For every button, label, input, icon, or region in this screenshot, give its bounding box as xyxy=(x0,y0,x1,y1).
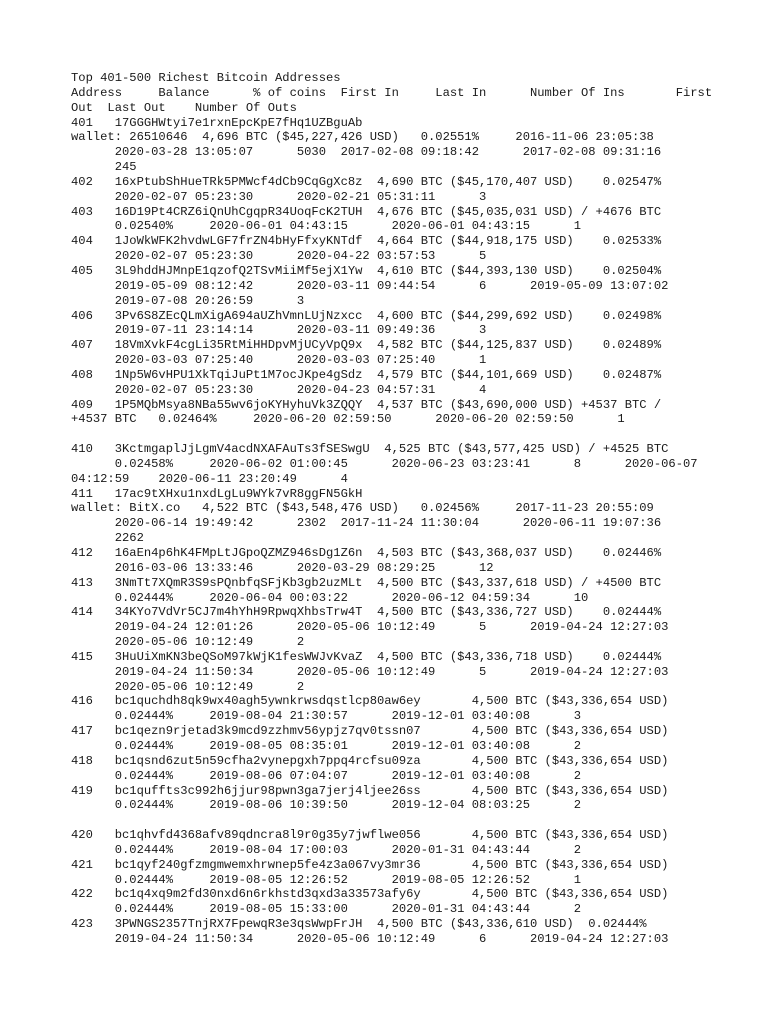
address-record-line: 0.02458% 2020-06-02 01:00:45 2020-06-23 03:23:41 8 2020-06-07 xyxy=(71,456,698,471)
address-record-line: 2020-02-07 05:23:30 2020-02-21 05:31:11 3 xyxy=(71,189,487,204)
address-record-line: 2019-04-24 12:01:26 2020-05-06 10:12:49 5 2019-04-24 12:27:03 xyxy=(71,620,669,635)
address-record-line: 2020-05-06 10:12:49 2 xyxy=(71,679,305,694)
address-record-line: 419 bc1quffts3c992h6jjur98pwn3ga7jerj4ljee26ss 4,500 BTC ($43,336,654 USD) xyxy=(71,783,669,798)
address-record-line: 2020-05-06 10:12:49 2 xyxy=(71,635,305,650)
address-record-line: 407 18VmXvkF4cgLi35RtMiHHDpvMjUCyVpQ9x 4,582 BTC ($44,125,837 USD) 0.02489% xyxy=(71,338,662,353)
address-record-line: 0.02444% 2019-08-04 21:30:57 2019-12-01 03:40:08 3 xyxy=(71,709,581,724)
address-record-line: 2019-05-09 08:12:42 2020-03-11 09:44:54 6 2019-05-09 13:07:02 xyxy=(71,278,669,293)
address-record-line: 0.02444% 2019-08-05 08:35:01 2019-12-01 03:40:08 2 xyxy=(71,738,581,753)
address-record-line: 0.02444% 2019-08-06 10:39:50 2019-12-04 08:03:25 2 xyxy=(71,798,581,813)
address-record-line: 413 3NmTt7XQmR3S9sPQnbfqSFjKb3gb2uzMLt 4,500 BTC ($43,337,618 USD) / +4500 BTC xyxy=(71,575,662,590)
address-record-line: 405 3L9hddHJMnpE1qzofQ2TSvMiiMf5ejX1Yw 4,610 BTC ($44,393,130 USD) 0.02504% xyxy=(71,263,662,278)
address-record-line: 0.02444% 2019-08-05 12:26:52 2019-08-05 12:26:52 1 xyxy=(71,872,581,887)
document-title: Top 401-500 Richest Bitcoin Addresses xyxy=(71,71,341,85)
address-record-line: 2020-06-14 19:49:42 2302 2017-11-24 11:30:04 2020-06-11 19:07:36 xyxy=(71,516,662,531)
address-record-line: 404 1JoWkWFK2hvdwLGF7frZN4bHyFfxyKNTdf 4,664 BTC ($44,918,175 USD) 0.02533% xyxy=(71,234,662,249)
document-body xyxy=(71,71,731,947)
address-record-line: 0.02444% 2019-08-04 17:00:03 2020-01-31 04:43:44 2 xyxy=(71,842,581,857)
address-record-line: 403 16D19Pt4CRZ6iQnUhCgqpR34UoqFcK2TUH 4,676 BTC ($45,035,031 USD) / +4676 BTC xyxy=(71,204,662,219)
address-record-line: 2019-04-24 11:50:34 2020-05-06 10:12:49 6 2019-04-24 12:27:03 xyxy=(71,931,669,946)
address-record-line: 411 17ac9tXHxu1nxdLgLu9WYk7vR8ggFN5GkH xyxy=(71,486,363,501)
address-record-line: 414 34KYo7VdVr5CJ7m4hYhH9RpwqXhbsTrw4T 4,500 BTC ($43,336,727 USD) 0.02444% xyxy=(71,605,662,620)
address-record-line: 2019-07-11 23:14:14 2020-03-11 09:49:36 3 xyxy=(71,323,487,338)
address-record-line: 2020-03-03 07:25:40 2020-03-03 07:25:40 1 xyxy=(71,353,487,368)
address-record-line: 406 3Pv6S8ZEcQLmXigA694aUZhVmnLUjNzxcc 4,600 BTC ($44,299,692 USD) 0.02498% xyxy=(71,308,662,323)
blank-line xyxy=(71,813,731,828)
address-record-line: 2262 xyxy=(71,531,144,546)
address-record-line: 0.02444% 2019-08-05 15:33:00 2020-01-31 04:43:44 2 xyxy=(71,902,581,917)
address-record-line: 420 bc1qhvfd4368afv89qdncra8l9r0g35y7jwflwe056 4,500 BTC ($43,336,654 USD) xyxy=(71,828,669,843)
address-record-line: 2020-02-07 05:23:30 2020-04-23 04:57:31 4 xyxy=(71,382,487,397)
address-record-line: 0.02540% 2020-06-01 04:43:15 2020-06-01 04:43:15 1 xyxy=(71,219,581,234)
address-record-line: 412 16aEn4p6hK4FMpLtJGpoQZMZ946sDg1Z6n 4,503 BTC ($43,368,037 USD) 0.02446% xyxy=(71,546,662,560)
address-record-line: 0.02444% 2019-08-06 07:04:07 2019-12-01 03:40:08 2 xyxy=(71,768,581,783)
address-record-line: 415 3HuUiXmKN3beQSoM97kWjK1fesWWJvKvaZ 4,500 BTC ($43,336,718 USD) 0.02444% xyxy=(71,649,662,664)
address-record-line: 409 1P5MQbMsya8NBa55wv6joKYHyhuVk3ZQQY 4,537 BTC ($43,690,000 USD) +4537 BTC / xyxy=(71,397,662,412)
address-record-line: 2020-03-28 13:05:07 5030 2017-02-08 09:18:42 2017-02-08 09:31:16 xyxy=(71,145,662,160)
address-record-line: 0.02444% 2020-06-04 00:03:22 2020-06-12 04:59:34 10 xyxy=(71,590,589,605)
address-record-line: 401 17GGGHWtyi7e1rxnEpcKpE7fHq1UZBguAb xyxy=(71,115,363,130)
address-record-line: 2020-02-07 05:23:30 2020-04-22 03:57:53 5 xyxy=(71,249,487,264)
address-record-line: 417 bc1qezn9rjetad3k9mcd9zzhmv56ypjz7qv0tssn07 4,500 BTC ($43,336,654 USD) xyxy=(71,724,669,739)
address-record-line: 2019-04-24 11:50:34 2020-05-06 10:12:49 5 2019-04-24 12:27:03 xyxy=(71,664,669,679)
address-record-line: 422 bc1q4xq9m2fd30nxd6n6rkhstd3qxd3a33573afy6y 4,500 BTC ($43,336,654 USD) xyxy=(71,887,669,902)
address-record-line: 410 3KctmgaplJjLgmV4acdNXAFAuTs3fSESwgU 4,525 BTC ($43,577,425 USD) / +4525 BTC xyxy=(71,442,669,457)
address-record-line: 2019-07-08 20:26:59 3 xyxy=(71,293,305,308)
address-record-line: +4537 BTC 0.02464% 2020-06-20 02:59:50 2020-06-20 02:59:50 1 xyxy=(71,412,625,427)
column-header-line: Address Balance % of coins First In Last In Number Of Ins First xyxy=(71,85,713,100)
blank-line xyxy=(71,427,731,442)
column-header-line: Out Last Out Number Of Outs xyxy=(71,100,297,115)
address-record-line: 421 bc1qyf240gfzmgmwemxhrwnep5fe4z3a067vy3mr36 4,500 BTC ($43,336,654 USD) xyxy=(71,857,669,872)
address-record-line: 416 bc1quchdh8qk9wx40agh5ywnkrwsdqstlcp80aw6ey 4,500 BTC ($43,336,654 USD) xyxy=(71,694,669,709)
address-record-line: 408 1Np5W6vHPU1XkTqiJuPt1M7ocJKpe4gSdz 4,579 BTC ($44,101,669 USD) 0.02487% xyxy=(71,367,662,382)
address-record-line: 402 16xPtubShHueTRk5PMWcf4dCb9CqGgXc8z 4,690 BTC ($45,170,407 USD) 0.02547% xyxy=(71,174,662,189)
address-record-line: wallet: BitX.co 4,522 BTC ($43,548,476 USD) 0.02456% 2017-11-23 20:55:09 xyxy=(71,501,654,516)
address-record-line: 2016-03-06 13:33:46 2020-03-29 08:29:25 12 xyxy=(71,560,494,575)
address-record-line: 245 xyxy=(71,160,137,175)
address-record-line: 418 bc1qsnd6zut5n59cfha2vynepgxh7ppq4rcfsu09za 4,500 BTC ($43,336,654 USD) xyxy=(71,753,669,768)
address-record-line: 04:12:59 2020-06-11 23:20:49 4 xyxy=(71,471,348,486)
address-record-line: 423 3PWNGS2357TnjRX7FpewqR3e3qsWwpFrJH 4,500 BTC ($43,336,610 USD) 0.02444% xyxy=(71,917,647,932)
address-record-line: wallet: 26510646 4,696 BTC ($45,227,426 USD) 0.02551% 2016-11-06 23:05:38 xyxy=(71,130,654,145)
